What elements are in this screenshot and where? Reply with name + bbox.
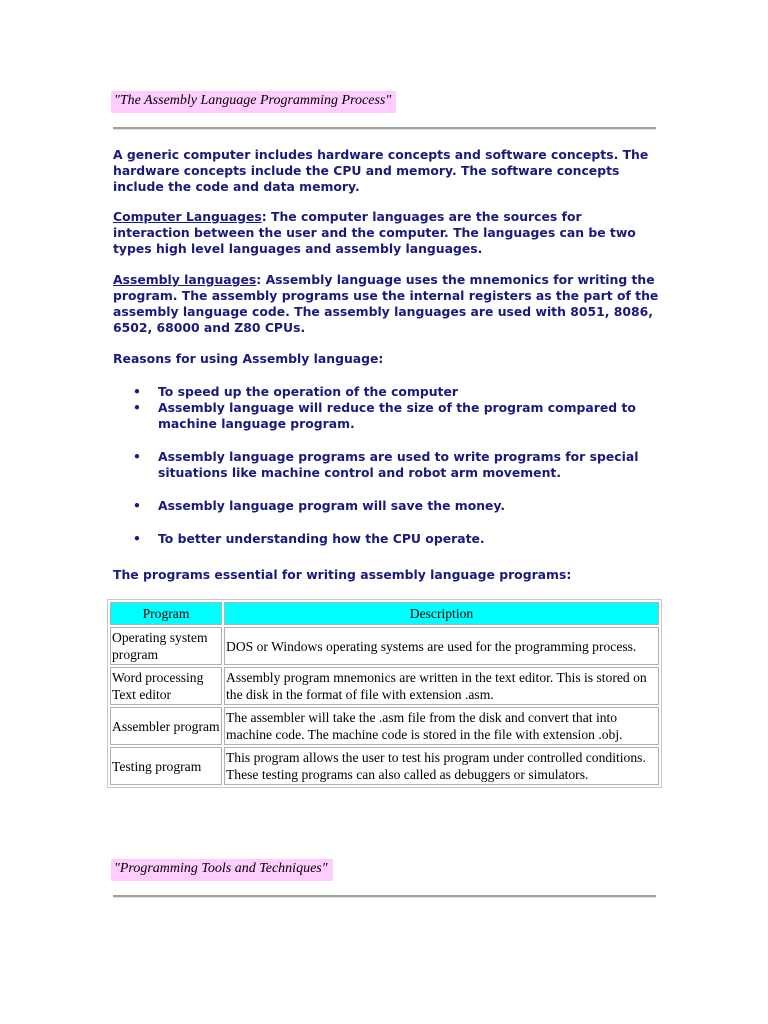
computer-languages-text: : The computer languages are the sources for interaction between the user and the computer. The languages can be two types high level languages and assembly languages. bbox=[113, 209, 636, 256]
description-cell: The assembler will take the .asm file from the disk and convert that into machine code. The machine code is stored in the file with extension .obj. bbox=[224, 707, 659, 745]
programs-title: The programs essential for writing assembly language programs: bbox=[113, 567, 572, 582]
computer-languages-term: Computer Languages bbox=[113, 209, 262, 224]
program-cell: Operating system program bbox=[110, 627, 222, 665]
list-item: • To speed up the operation of the computer bbox=[113, 384, 661, 400]
list-item: • Assembly language programs are used to write programs for special situations like machine control and robot arm movement. bbox=[113, 449, 661, 481]
list-item: • Assembly language will reduce the size of the program compared to machine language program. bbox=[113, 400, 661, 432]
table-row bbox=[110, 707, 659, 745]
table-header-row bbox=[110, 602, 659, 625]
section-heading-assembly-process: "The Assembly Language Programming Process" bbox=[111, 91, 396, 113]
computer-languages-paragraph bbox=[113, 209, 661, 257]
reasons-list bbox=[113, 384, 661, 547]
table-row bbox=[110, 667, 659, 705]
section-heading-tools-techniques: "Programming Tools and Techniques" bbox=[111, 859, 333, 881]
assembly-languages-text: : Assembly language uses the mnemonics for writing the program. The assembly programs use the internal registers as the part of the assembly language code. The assembly languages are used with 8051, 8086, 6502, 68000 and Z80 CPUs. bbox=[113, 272, 659, 335]
list-item: • Assembly language program will save the money. bbox=[113, 498, 661, 514]
assembly-languages-paragraph bbox=[113, 272, 661, 336]
program-cell: Word processing Text editor bbox=[110, 667, 222, 705]
header-program: Program bbox=[110, 602, 222, 625]
intro-paragraph: A generic computer includes hardware concepts and software concepts. The hardware concepts include the CPU and memory. The software concepts include the code and data memory. bbox=[113, 147, 649, 194]
table-row bbox=[110, 627, 659, 665]
list-item: • To better understanding how the CPU operate. bbox=[113, 531, 661, 547]
assembly-languages-term: Assembly languages bbox=[113, 272, 257, 287]
table-row bbox=[110, 747, 659, 785]
description-cell: Assembly program mnemonics are written in the text editor. This is stored on the disk in the format of file with extension .asm. bbox=[224, 667, 659, 705]
programs-table bbox=[107, 599, 662, 788]
description-cell: DOS or Windows operating systems are used for the programming process. bbox=[224, 627, 659, 665]
reasons-title: Reasons for using Assembly language: bbox=[113, 351, 384, 366]
header-description: Description bbox=[224, 602, 659, 625]
program-cell: Testing program bbox=[110, 747, 222, 785]
horizontal-rule bbox=[113, 895, 656, 898]
horizontal-rule bbox=[113, 127, 656, 130]
description-cell: This program allows the user to test his program under controlled conditions. These testing programs can also called as debuggers or simulators. bbox=[224, 747, 659, 785]
program-cell: Assembler program bbox=[110, 707, 222, 745]
